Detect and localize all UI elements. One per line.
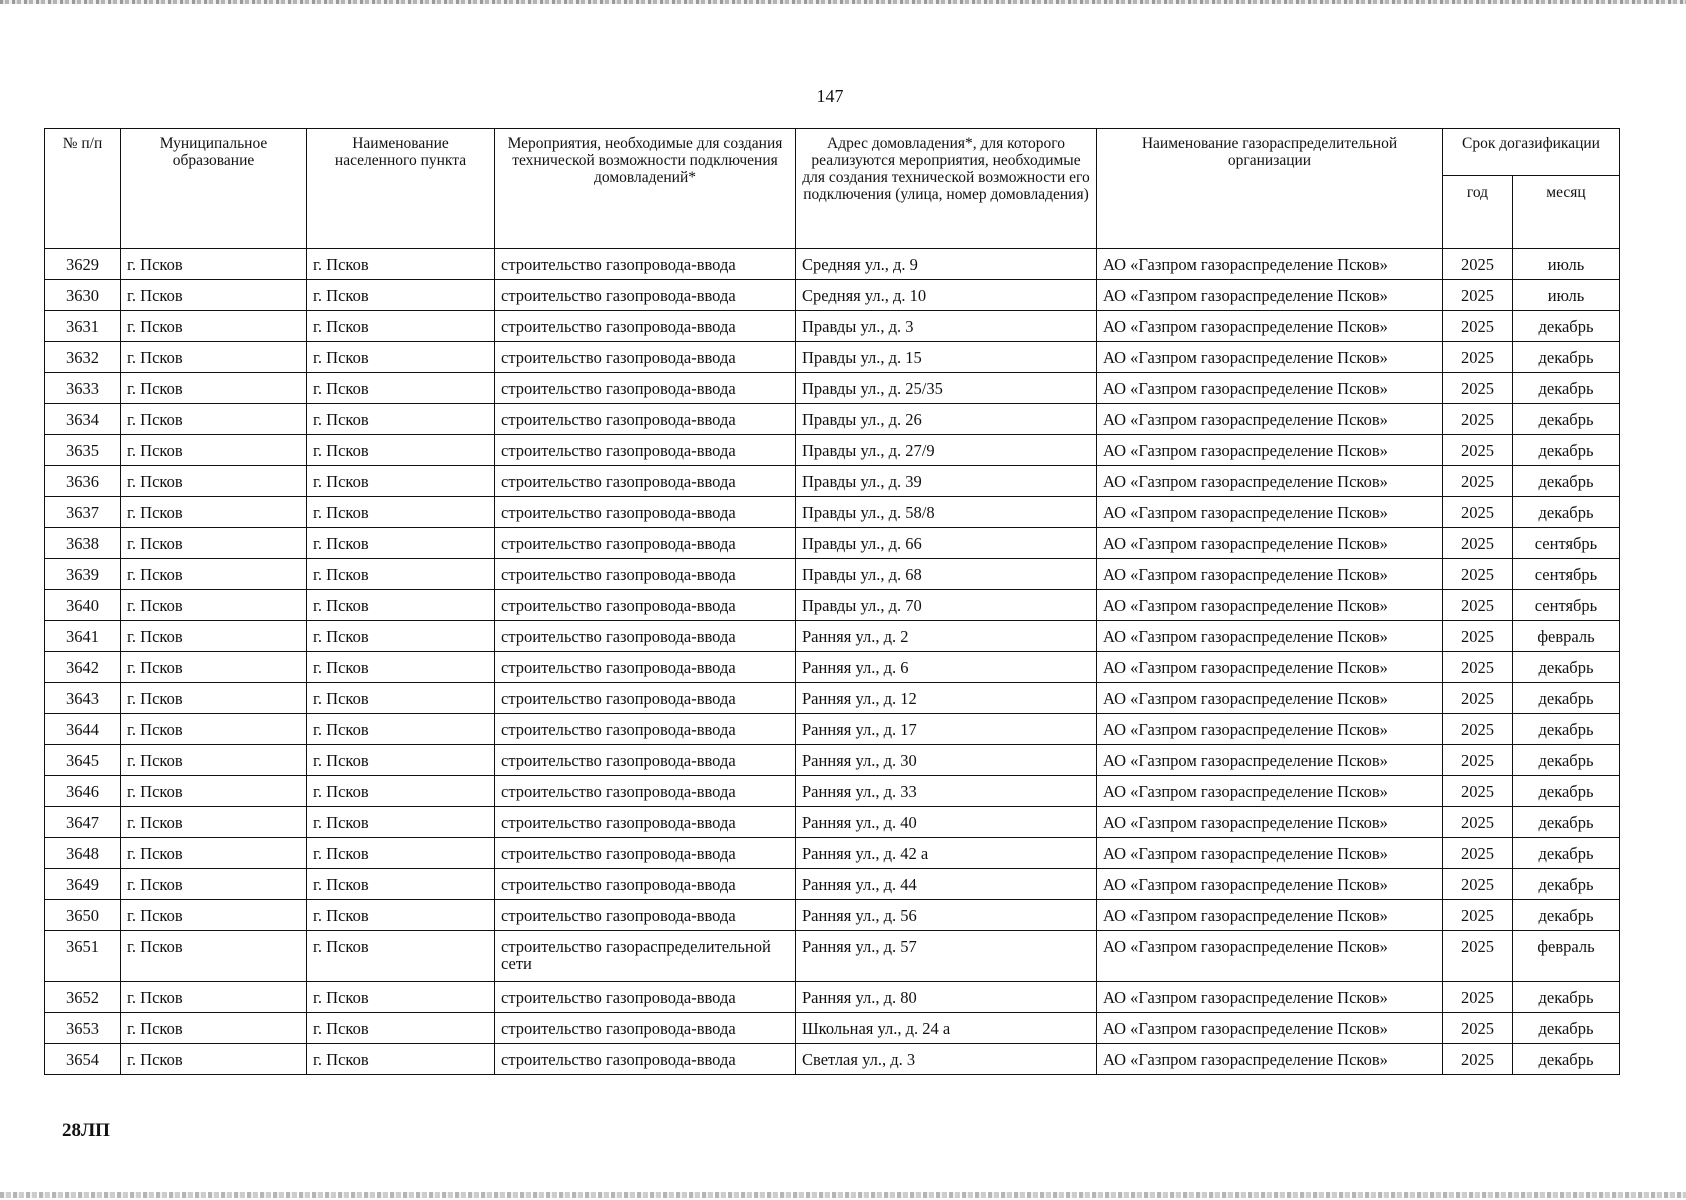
measure-cell: строительство газопровода-ввода bbox=[495, 342, 796, 373]
row-number-cell: 3650 bbox=[45, 900, 121, 931]
year-cell: 2025 bbox=[1443, 931, 1513, 982]
year-cell: 2025 bbox=[1443, 714, 1513, 745]
table-row bbox=[45, 776, 1620, 807]
header-measures: Мероприятия, необходимые для создания технической возможности подключения домовладений* bbox=[495, 129, 796, 249]
table-row bbox=[45, 745, 1620, 776]
measure-cell: строительство газопровода-ввода bbox=[495, 621, 796, 652]
month-cell: декабрь bbox=[1513, 311, 1620, 342]
year-cell: 2025 bbox=[1443, 1013, 1513, 1044]
scan-edge-bottom bbox=[0, 1192, 1686, 1198]
table-row bbox=[45, 807, 1620, 838]
municipality-cell: г. Псков bbox=[121, 435, 307, 466]
measure-cell: строительство газопровода-ввода bbox=[495, 838, 796, 869]
municipality-cell: г. Псков bbox=[121, 745, 307, 776]
address-cell: Правды ул., д. 25/35 bbox=[796, 373, 1097, 404]
address-cell: Ранняя ул., д. 33 bbox=[796, 776, 1097, 807]
month-cell: декабрь bbox=[1513, 1044, 1620, 1075]
municipality-cell: г. Псков bbox=[121, 249, 307, 280]
municipality-cell: г. Псков bbox=[121, 776, 307, 807]
measure-cell: строительство газопровода-ввода bbox=[495, 249, 796, 280]
address-cell: Школьная ул., д. 24 а bbox=[796, 1013, 1097, 1044]
month-cell: июль bbox=[1513, 249, 1620, 280]
settlement-cell: г. Псков bbox=[307, 1044, 495, 1075]
row-number-cell: 3644 bbox=[45, 714, 121, 745]
municipality-cell: г. Псков bbox=[121, 714, 307, 745]
year-cell: 2025 bbox=[1443, 982, 1513, 1013]
municipality-cell: г. Псков bbox=[121, 652, 307, 683]
year-cell: 2025 bbox=[1443, 466, 1513, 497]
municipality-cell: г. Псков bbox=[121, 838, 307, 869]
gas-org-cell: АО «Газпром газораспределение Псков» bbox=[1097, 683, 1443, 714]
row-number-cell: 3643 bbox=[45, 683, 121, 714]
municipality-cell: г. Псков bbox=[121, 931, 307, 982]
year-cell: 2025 bbox=[1443, 249, 1513, 280]
gas-org-cell: АО «Газпром газораспределение Псков» bbox=[1097, 621, 1443, 652]
settlement-cell: г. Псков bbox=[307, 745, 495, 776]
month-cell: декабрь bbox=[1513, 807, 1620, 838]
row-number-cell: 3646 bbox=[45, 776, 121, 807]
header-settlement: Наименование населенного пункта bbox=[307, 129, 495, 249]
gas-org-cell: АО «Газпром газораспределение Псков» bbox=[1097, 497, 1443, 528]
month-cell: сентябрь bbox=[1513, 590, 1620, 621]
year-cell: 2025 bbox=[1443, 590, 1513, 621]
table-row bbox=[45, 497, 1620, 528]
gas-org-cell: АО «Газпром газораспределение Псков» bbox=[1097, 714, 1443, 745]
settlement-cell: г. Псков bbox=[307, 683, 495, 714]
header-number: № п/п bbox=[45, 129, 121, 249]
header-month: месяц bbox=[1513, 176, 1620, 249]
month-cell: февраль bbox=[1513, 931, 1620, 982]
table-row bbox=[45, 838, 1620, 869]
row-number-cell: 3647 bbox=[45, 807, 121, 838]
measure-cell: строительство газопровода-ввода bbox=[495, 683, 796, 714]
settlement-cell: г. Псков bbox=[307, 900, 495, 931]
address-cell: Ранняя ул., д. 12 bbox=[796, 683, 1097, 714]
settlement-cell: г. Псков bbox=[307, 776, 495, 807]
table-row bbox=[45, 1044, 1620, 1075]
measure-cell: строительство газопровода-ввода bbox=[495, 714, 796, 745]
month-cell: декабрь bbox=[1513, 838, 1620, 869]
year-cell: 2025 bbox=[1443, 652, 1513, 683]
header-municipality: Муниципальное образование bbox=[121, 129, 307, 249]
scan-edge-top bbox=[0, 0, 1686, 4]
gas-org-cell: АО «Газпром газораспределение Псков» bbox=[1097, 838, 1443, 869]
year-cell: 2025 bbox=[1443, 807, 1513, 838]
gas-org-cell: АО «Газпром газораспределение Псков» bbox=[1097, 982, 1443, 1013]
municipality-cell: г. Псков bbox=[121, 590, 307, 621]
address-cell: Ранняя ул., д. 80 bbox=[796, 982, 1097, 1013]
gas-org-cell: АО «Газпром газораспределение Псков» bbox=[1097, 249, 1443, 280]
month-cell: декабрь bbox=[1513, 745, 1620, 776]
gas-org-cell: АО «Газпром газораспределение Псков» bbox=[1097, 900, 1443, 931]
year-cell: 2025 bbox=[1443, 342, 1513, 373]
municipality-cell: г. Псков bbox=[121, 497, 307, 528]
row-number-cell: 3640 bbox=[45, 590, 121, 621]
year-cell: 2025 bbox=[1443, 869, 1513, 900]
table-row bbox=[45, 528, 1620, 559]
measure-cell: строительство газопровода-ввода bbox=[495, 435, 796, 466]
row-number-cell: 3638 bbox=[45, 528, 121, 559]
year-cell: 2025 bbox=[1443, 528, 1513, 559]
settlement-cell: г. Псков bbox=[307, 311, 495, 342]
table-row bbox=[45, 311, 1620, 342]
address-cell: Ранняя ул., д. 40 bbox=[796, 807, 1097, 838]
table-row bbox=[45, 1013, 1620, 1044]
year-cell: 2025 bbox=[1443, 683, 1513, 714]
municipality-cell: г. Псков bbox=[121, 621, 307, 652]
gas-org-cell: АО «Газпром газораспределение Псков» bbox=[1097, 342, 1443, 373]
year-cell: 2025 bbox=[1443, 404, 1513, 435]
address-cell: Правды ул., д. 3 bbox=[796, 311, 1097, 342]
table-row bbox=[45, 900, 1620, 931]
settlement-cell: г. Псков bbox=[307, 466, 495, 497]
gasification-table bbox=[44, 128, 1620, 1075]
table-row bbox=[45, 982, 1620, 1013]
measure-cell: строительство газопровода-ввода bbox=[495, 807, 796, 838]
year-cell: 2025 bbox=[1443, 311, 1513, 342]
gas-org-cell: АО «Газпром газораспределение Псков» bbox=[1097, 1013, 1443, 1044]
year-cell: 2025 bbox=[1443, 900, 1513, 931]
address-cell: Ранняя ул., д. 44 bbox=[796, 869, 1097, 900]
row-number-cell: 3631 bbox=[45, 311, 121, 342]
municipality-cell: г. Псков bbox=[121, 528, 307, 559]
header-address: Адрес домовладения*, для которого реализуются мероприятия, необходимые для создания технической возможности его подключения (улица, номер домовладения) bbox=[796, 129, 1097, 249]
month-cell: сентябрь bbox=[1513, 559, 1620, 590]
municipality-cell: г. Псков bbox=[121, 982, 307, 1013]
row-number-cell: 3653 bbox=[45, 1013, 121, 1044]
municipality-cell: г. Псков bbox=[121, 900, 307, 931]
row-number-cell: 3632 bbox=[45, 342, 121, 373]
gas-org-cell: АО «Газпром газораспределение Псков» bbox=[1097, 528, 1443, 559]
settlement-cell: г. Псков bbox=[307, 497, 495, 528]
row-number-cell: 3651 bbox=[45, 931, 121, 982]
settlement-cell: г. Псков bbox=[307, 982, 495, 1013]
row-number-cell: 3642 bbox=[45, 652, 121, 683]
measure-cell: строительство газопровода-ввода bbox=[495, 652, 796, 683]
year-cell: 2025 bbox=[1443, 435, 1513, 466]
address-cell: Ранняя ул., д. 30 bbox=[796, 745, 1097, 776]
municipality-cell: г. Псков bbox=[121, 466, 307, 497]
address-cell: Ранняя ул., д. 2 bbox=[796, 621, 1097, 652]
page-number: 147 bbox=[816, 86, 844, 106]
table-row bbox=[45, 373, 1620, 404]
table-row bbox=[45, 466, 1620, 497]
measure-cell: строительство газопровода-ввода bbox=[495, 1013, 796, 1044]
table-row bbox=[45, 683, 1620, 714]
row-number-cell: 3630 bbox=[45, 280, 121, 311]
settlement-cell: г. Псков bbox=[307, 249, 495, 280]
measure-cell: строительство газопровода-ввода bbox=[495, 776, 796, 807]
header-deadline: Срок догазификации bbox=[1443, 129, 1620, 176]
settlement-cell: г. Псков bbox=[307, 373, 495, 404]
header-gas-org: Наименование газораспределительной организации bbox=[1097, 129, 1443, 249]
table-row bbox=[45, 435, 1620, 466]
gas-org-cell: АО «Газпром газораспределение Псков» bbox=[1097, 590, 1443, 621]
measure-cell: строительство газопровода-ввода bbox=[495, 1044, 796, 1075]
year-cell: 2025 bbox=[1443, 621, 1513, 652]
gas-org-cell: АО «Газпром газораспределение Псков» bbox=[1097, 652, 1443, 683]
address-cell: Ранняя ул., д. 57 bbox=[796, 931, 1097, 982]
municipality-cell: г. Псков bbox=[121, 559, 307, 590]
row-number-cell: 3639 bbox=[45, 559, 121, 590]
settlement-cell: г. Псков bbox=[307, 590, 495, 621]
measure-cell: строительство газопровода-ввода bbox=[495, 373, 796, 404]
year-cell: 2025 bbox=[1443, 745, 1513, 776]
measure-cell: строительство газопровода-ввода bbox=[495, 497, 796, 528]
month-cell: декабрь bbox=[1513, 776, 1620, 807]
table-body bbox=[45, 249, 1620, 1075]
settlement-cell: г. Псков bbox=[307, 931, 495, 982]
year-cell: 2025 bbox=[1443, 559, 1513, 590]
address-cell: Правды ул., д. 27/9 bbox=[796, 435, 1097, 466]
month-cell: декабрь bbox=[1513, 497, 1620, 528]
settlement-cell: г. Псков bbox=[307, 621, 495, 652]
row-number-cell: 3649 bbox=[45, 869, 121, 900]
month-cell: декабрь bbox=[1513, 714, 1620, 745]
municipality-cell: г. Псков bbox=[121, 1013, 307, 1044]
settlement-cell: г. Псков bbox=[307, 528, 495, 559]
gas-org-cell: АО «Газпром газораспределение Псков» bbox=[1097, 435, 1443, 466]
gas-org-cell: АО «Газпром газораспределение Псков» bbox=[1097, 280, 1443, 311]
settlement-cell: г. Псков bbox=[307, 807, 495, 838]
address-cell: Правды ул., д. 26 bbox=[796, 404, 1097, 435]
gas-org-cell: АО «Газпром газораспределение Псков» bbox=[1097, 559, 1443, 590]
row-number-cell: 3635 bbox=[45, 435, 121, 466]
row-number-cell: 3645 bbox=[45, 745, 121, 776]
municipality-cell: г. Псков bbox=[121, 342, 307, 373]
address-cell: Средняя ул., д. 10 bbox=[796, 280, 1097, 311]
measure-cell: строительство газопровода-ввода bbox=[495, 590, 796, 621]
gas-org-cell: АО «Газпром газораспределение Псков» bbox=[1097, 311, 1443, 342]
row-number-cell: 3637 bbox=[45, 497, 121, 528]
address-cell: Правды ул., д. 68 bbox=[796, 559, 1097, 590]
month-cell: декабрь bbox=[1513, 982, 1620, 1013]
measure-cell: строительство газопровода-ввода bbox=[495, 466, 796, 497]
table-row bbox=[45, 280, 1620, 311]
gas-org-cell: АО «Газпром газораспределение Псков» bbox=[1097, 931, 1443, 982]
measure-cell: строительство газопровода-ввода bbox=[495, 982, 796, 1013]
measure-cell: строительство газораспределительной сети bbox=[495, 931, 796, 982]
table-row bbox=[45, 590, 1620, 621]
municipality-cell: г. Псков bbox=[121, 404, 307, 435]
month-cell: декабрь bbox=[1513, 466, 1620, 497]
row-number-cell: 3648 bbox=[45, 838, 121, 869]
measure-cell: строительство газопровода-ввода bbox=[495, 311, 796, 342]
municipality-cell: г. Псков bbox=[121, 311, 307, 342]
address-cell: Средняя ул., д. 9 bbox=[796, 249, 1097, 280]
settlement-cell: г. Псков bbox=[307, 342, 495, 373]
gas-org-cell: АО «Газпром газораспределение Псков» bbox=[1097, 466, 1443, 497]
table-row bbox=[45, 869, 1620, 900]
measure-cell: строительство газопровода-ввода bbox=[495, 869, 796, 900]
address-cell: Ранняя ул., д. 6 bbox=[796, 652, 1097, 683]
gas-org-cell: АО «Газпром газораспределение Псков» bbox=[1097, 373, 1443, 404]
address-cell: Ранняя ул., д. 17 bbox=[796, 714, 1097, 745]
month-cell: декабрь bbox=[1513, 373, 1620, 404]
settlement-cell: г. Псков bbox=[307, 652, 495, 683]
table-row bbox=[45, 559, 1620, 590]
table-row bbox=[45, 714, 1620, 745]
header-year: год bbox=[1443, 176, 1513, 249]
month-cell: декабрь bbox=[1513, 342, 1620, 373]
month-cell: декабрь bbox=[1513, 652, 1620, 683]
settlement-cell: г. Псков bbox=[307, 404, 495, 435]
month-cell: июль bbox=[1513, 280, 1620, 311]
table-row bbox=[45, 931, 1620, 982]
row-number-cell: 3629 bbox=[45, 249, 121, 280]
address-cell: Правды ул., д. 66 bbox=[796, 528, 1097, 559]
settlement-cell: г. Псков bbox=[307, 714, 495, 745]
municipality-cell: г. Псков bbox=[121, 373, 307, 404]
settlement-cell: г. Псков bbox=[307, 559, 495, 590]
address-cell: Правды ул., д. 15 bbox=[796, 342, 1097, 373]
municipality-cell: г. Псков bbox=[121, 683, 307, 714]
gas-org-cell: АО «Газпром газораспределение Псков» bbox=[1097, 776, 1443, 807]
row-number-cell: 3654 bbox=[45, 1044, 121, 1075]
month-cell: декабрь bbox=[1513, 683, 1620, 714]
measure-cell: строительство газопровода-ввода bbox=[495, 280, 796, 311]
municipality-cell: г. Псков bbox=[121, 1044, 307, 1075]
table-row bbox=[45, 249, 1620, 280]
settlement-cell: г. Псков bbox=[307, 280, 495, 311]
table-row bbox=[45, 621, 1620, 652]
month-cell: сентябрь bbox=[1513, 528, 1620, 559]
month-cell: декабрь bbox=[1513, 869, 1620, 900]
year-cell: 2025 bbox=[1443, 1044, 1513, 1075]
row-number-cell: 3634 bbox=[45, 404, 121, 435]
row-number-cell: 3652 bbox=[45, 982, 121, 1013]
month-cell: декабрь bbox=[1513, 1013, 1620, 1044]
settlement-cell: г. Псков bbox=[307, 838, 495, 869]
address-cell: Правды ул., д. 70 bbox=[796, 590, 1097, 621]
table-row bbox=[45, 342, 1620, 373]
month-cell: декабрь bbox=[1513, 435, 1620, 466]
address-cell: Правды ул., д. 58/8 bbox=[796, 497, 1097, 528]
month-cell: декабрь bbox=[1513, 404, 1620, 435]
month-cell: декабрь bbox=[1513, 900, 1620, 931]
measure-cell: строительство газопровода-ввода bbox=[495, 559, 796, 590]
row-number-cell: 3633 bbox=[45, 373, 121, 404]
gas-org-cell: АО «Газпром газораспределение Псков» bbox=[1097, 807, 1443, 838]
municipality-cell: г. Псков bbox=[121, 280, 307, 311]
year-cell: 2025 bbox=[1443, 497, 1513, 528]
table-row bbox=[45, 404, 1620, 435]
measure-cell: строительство газопровода-ввода bbox=[495, 745, 796, 776]
month-cell: февраль bbox=[1513, 621, 1620, 652]
address-cell: Ранняя ул., д. 56 bbox=[796, 900, 1097, 931]
gas-org-cell: АО «Газпром газораспределение Псков» bbox=[1097, 404, 1443, 435]
footer-stamp: 28ЛП bbox=[62, 1120, 110, 1141]
year-cell: 2025 bbox=[1443, 373, 1513, 404]
measure-cell: строительство газопровода-ввода bbox=[495, 404, 796, 435]
address-cell: Правды ул., д. 39 bbox=[796, 466, 1097, 497]
settlement-cell: г. Псков bbox=[307, 435, 495, 466]
gas-org-cell: АО «Газпром газораспределение Псков» bbox=[1097, 1044, 1443, 1075]
year-cell: 2025 bbox=[1443, 776, 1513, 807]
settlement-cell: г. Псков bbox=[307, 1013, 495, 1044]
gas-org-cell: АО «Газпром газораспределение Псков» bbox=[1097, 869, 1443, 900]
address-cell: Светлая ул., д. 3 bbox=[796, 1044, 1097, 1075]
row-number-cell: 3641 bbox=[45, 621, 121, 652]
year-cell: 2025 bbox=[1443, 838, 1513, 869]
row-number-cell: 3636 bbox=[45, 466, 121, 497]
measure-cell: строительство газопровода-ввода bbox=[495, 900, 796, 931]
municipality-cell: г. Псков bbox=[121, 869, 307, 900]
measure-cell: строительство газопровода-ввода bbox=[495, 528, 796, 559]
table-row bbox=[45, 652, 1620, 683]
municipality-cell: г. Псков bbox=[121, 807, 307, 838]
settlement-cell: г. Псков bbox=[307, 869, 495, 900]
gas-org-cell: АО «Газпром газораспределение Псков» bbox=[1097, 745, 1443, 776]
year-cell: 2025 bbox=[1443, 280, 1513, 311]
address-cell: Ранняя ул., д. 42 а bbox=[796, 838, 1097, 869]
